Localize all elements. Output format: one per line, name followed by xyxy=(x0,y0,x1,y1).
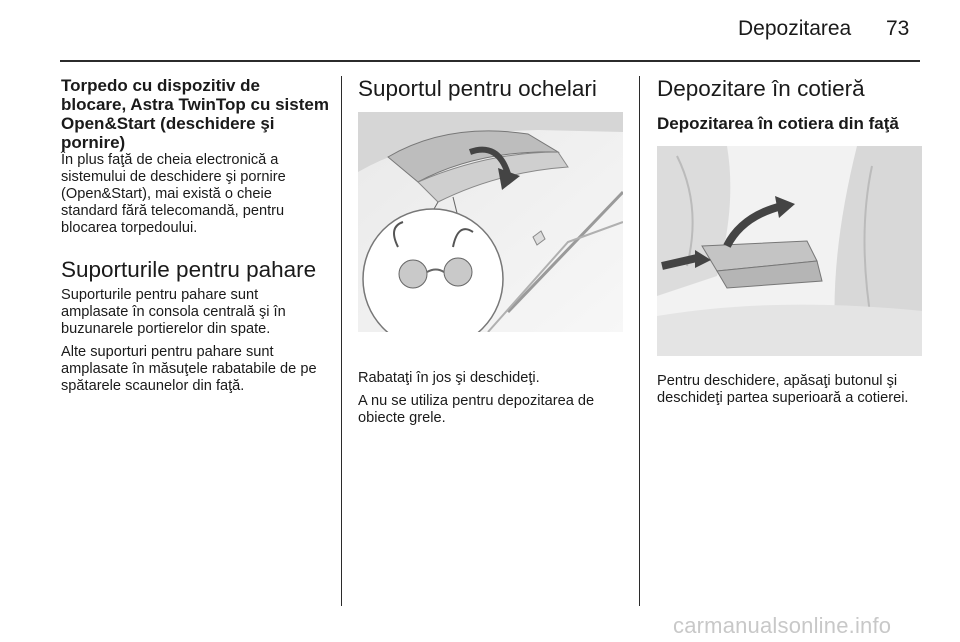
column-1 xyxy=(61,76,329,395)
glovebox-lock-heading: Torpedo cu dispozitiv de blocare, Astra TwinTop cu sistem Open&Start (deschidere şi pornire) xyxy=(61,76,329,152)
cupholders-heading: Suporturile pentru pahare xyxy=(61,257,317,282)
armrest-storage-heading: Depozitare în cotieră xyxy=(657,76,865,101)
cupholders-text-2: Alte suporturi pentru pahare sunt amplasate în măsuţele rabatabile de pe spătarele scaunelor din faţă. xyxy=(61,344,317,394)
column-3 xyxy=(657,76,925,407)
column-divider-1 xyxy=(341,76,342,606)
page-header-title: Depozitarea xyxy=(738,17,852,40)
sunglasses-holder-heading: Suportul pentru ochelari xyxy=(358,76,597,101)
front-armrest-text: Pentru deschidere, apăsaţi butonul şi deschideţi partea superioară a cotierei. xyxy=(657,373,909,406)
sunglasses-holder-text-2: A nu se utiliza pentru depozitarea de obiecte grele. xyxy=(358,393,595,426)
sunglasses-holder-text-1: Rabataţi în jos şi deschideţi. xyxy=(358,370,540,386)
header-divider xyxy=(60,60,920,62)
front-armrest-heading: Depozitarea în cotiera din faţă xyxy=(657,114,899,133)
glovebox-lock-text: În plus faţă de cheia electronică a sistemului de deschidere şi pornire (Open&Start), mai există o cheie standard fără telecomandă, pentru blocarea torpedoului. xyxy=(61,152,286,236)
column-divider-2 xyxy=(639,76,640,606)
sunglasses-holder-illustration xyxy=(358,112,623,332)
cupholders-text-1: Suporturile pentru pahare sunt amplasate în consola centrală şi în buzunarele portierelor din spate. xyxy=(61,287,286,337)
armrest-illustration xyxy=(657,146,922,356)
page-number: 73 xyxy=(886,17,910,40)
column-2 xyxy=(358,76,626,427)
watermark: carmanualsonline.info xyxy=(673,613,892,638)
